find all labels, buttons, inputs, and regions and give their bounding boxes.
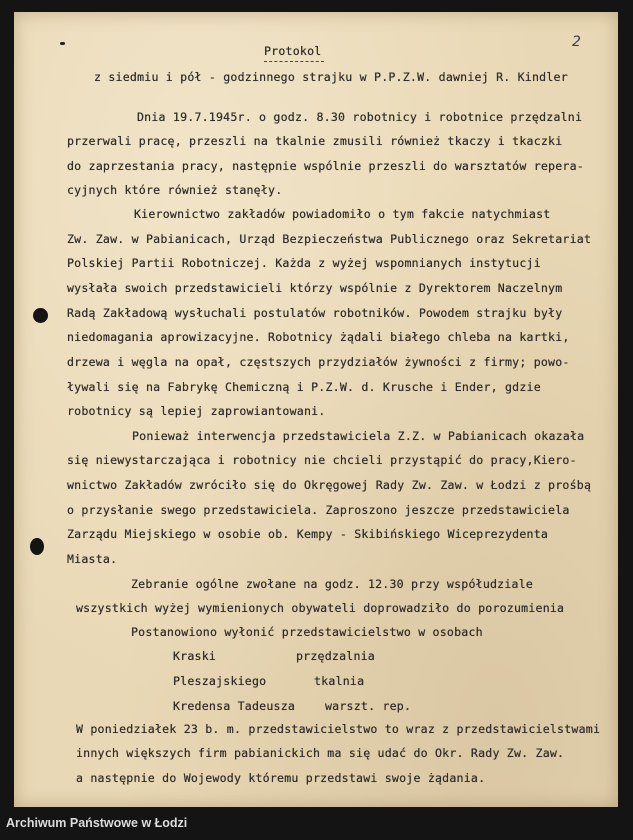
text-line: ływali się na Fabrykę Chemiczną i P.Z.W. d. Krusche i Ender, gdzie <box>67 380 541 394</box>
subtitle-line: z siedmiu i pół - godzinnego strajku w P.P.Z.W. dawniej R. Kindler <box>94 70 568 84</box>
representative-department: tkalnia <box>314 674 365 688</box>
text-line: Dnia 19.7.1945r. o godz. 8.30 robotnicy i robotnice przędzalni <box>137 110 583 124</box>
text-line: Zw. Zaw. w Pabianicach, Urząd Bezpieczeństwa Publicznego oraz Sekretariat <box>67 232 592 246</box>
representative-name: Kredensa Tadeusza <box>173 699 296 713</box>
title-underline <box>264 61 324 62</box>
archive-name: Archiwum Państwowe w Łodzi <box>6 816 188 830</box>
punch-hole-top <box>33 308 48 323</box>
text-line: się niewystarczająca i robotnicy nie chcieli przystąpić do pracy,Kiero- <box>67 453 577 467</box>
text-line: wnictwo Zakładów zwróciło się do Okręgowej Rady Zw. Zaw. w Łodzi z prośbą <box>67 478 592 492</box>
text-line: przerwali pracę, przeszli na tkalnie zmusili również tkaczy i tkaczki <box>67 134 563 148</box>
text-line: innych większych firm pabianickich ma się udać do Okr. Rady Zw. Zaw. <box>76 746 565 760</box>
text-line: Kierownictwo zakładów powiadomiło o tym fakcie natychmiast <box>134 207 551 221</box>
text-line: Radą Zakładową wysłuchali postulatów robotników. Powodem strajku były <box>67 306 563 320</box>
text-line: niedomagania aprowizacyjne. Robotnicy żądali białego chleba na kartki, <box>67 330 570 344</box>
text-line: cyjnych które również stanęły. <box>67 183 283 197</box>
text-line: a następnie do Wojewody któremu przedstawi swoje żądania. <box>76 771 486 785</box>
text-line: Postanowiono wyłonić przedstawicielstwo w osobach <box>131 625 483 639</box>
ink-mark <box>60 42 65 45</box>
text-line: Miasta. <box>67 552 118 566</box>
page-number: 2 <box>572 34 581 50</box>
text-line: o przysłanie swego przedstawiciela. Zaproszono jeszcze przedstawiciela <box>67 503 570 517</box>
text-line: Polskiej Partii Robotniczej. Każda z wyżej wspomnianych instytucji <box>67 256 541 270</box>
text-line: Ponieważ interwencja przedstawiciela Z.Z. w Pabianicach okazała <box>132 429 585 443</box>
text-line: Zebranie ogólne zwołane na godz. 12.30 przy współudziale <box>131 577 534 591</box>
text-line: robotnicy są lepiej zaprowiantowani. <box>67 404 326 418</box>
representative-name: Kraski <box>173 649 217 663</box>
document-title: Protokol <box>264 44 322 58</box>
representative-department: przędzalnia <box>296 649 375 663</box>
representative-name: Pleszajskiego <box>173 674 267 688</box>
representative-department: warszt. rep. <box>325 699 412 713</box>
text-line: wysłała swoich przedstawicieli którzy wspólnie z Dyrektorem Naczelnym <box>67 281 563 295</box>
text-line: W poniedziałek 23 b. m. przedstawicielstwo to wraz z przedstawicielstwami <box>76 722 601 736</box>
text-line: wszystkich wyżej wymienionych obywateli doprowadziło do porozumienia <box>76 601 565 615</box>
punch-hole-bottom <box>30 538 44 555</box>
text-line: Zarządu Miejskiego w osobie ob. Kempy - Skibińskiego Wiceprezydenta <box>67 527 549 541</box>
text-line: drzewa i węgla na opał, częstszych przydziałów żywności z firmy; powo- <box>67 355 570 369</box>
text-line: do zaprzestania pracy, następnie wspólnie przeszli do warsztatów repera- <box>67 159 584 173</box>
